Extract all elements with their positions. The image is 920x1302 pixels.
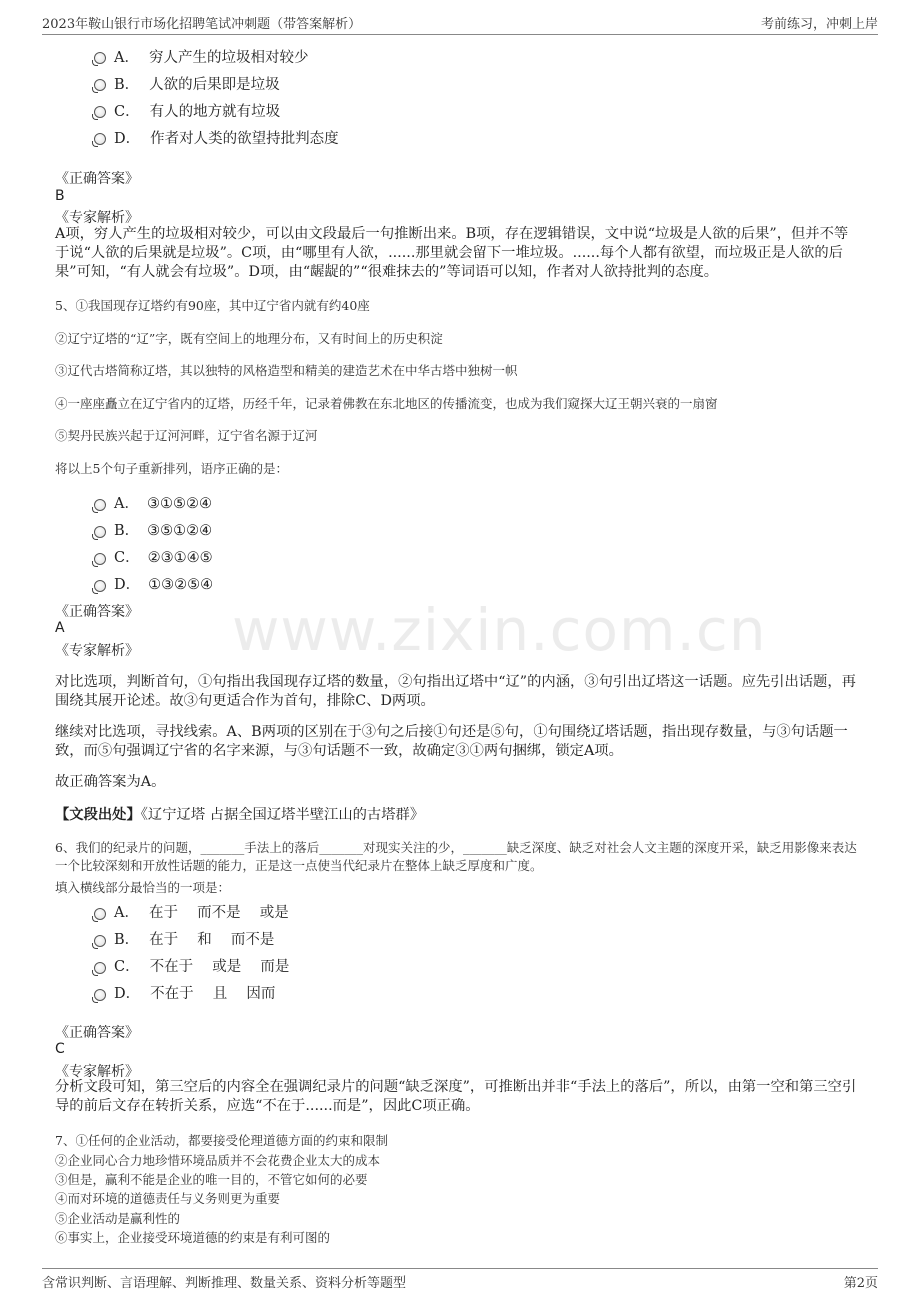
option-q6-d xyxy=(114,982,275,1003)
q5-sentence-5: ⑤契丹民族兴起于辽河河畔，辽宁省名源于辽河 xyxy=(55,428,318,443)
option-q5-d xyxy=(114,573,213,594)
option-text: ③①⑤②④ xyxy=(146,496,212,512)
option-text: ③⑤①②④ xyxy=(147,523,213,539)
option-q5-c xyxy=(114,546,213,567)
radio-q5-d[interactable] xyxy=(94,580,106,592)
q5-sentence-3: ③辽代古塔简称辽塔，其以独特的风格造型和精美的建造艺术在中华古塔中独树一帜 xyxy=(55,363,518,378)
radio-q4-d[interactable] xyxy=(94,133,106,145)
option-text: 人欲的后果即是垃圾 xyxy=(149,77,280,93)
radio-q4-b[interactable] xyxy=(94,79,106,91)
q7-sentence-1: 7、①任何的企业活动，都要接受伦理道德方面的约束和限制 xyxy=(55,1133,388,1148)
option-q4-a xyxy=(114,46,308,67)
radio-q6-d[interactable] xyxy=(94,989,106,1001)
option-letter: D． xyxy=(114,986,141,1002)
option-letter: A． xyxy=(114,50,139,66)
q7-sentence-6: ⑥事实上，企业接受环境道德的约束是有利可图的 xyxy=(55,1230,331,1245)
analysis-q5-p2: 继续对比选项，寻找线索。A、B两项的区别在于③句之后接①句还是⑤句，①句围绕辽塔话题，指出现存数量，与③句话题一致，而⑤句强调辽宁省的名字来源，与③句话题不一致，故确定③①两句捆绑，锁定A项。 xyxy=(55,724,848,759)
option-text: 有人的地方就有垃圾 xyxy=(149,104,281,120)
option-text: 作者对人类的欲望持批判态度 xyxy=(150,131,339,147)
radio-q6-c[interactable] xyxy=(94,962,106,974)
option-q5-a xyxy=(114,492,212,513)
q7-sentence-2: ②企业同心合力地珍惜环境品质并不会花费企业太大的成本 xyxy=(55,1153,381,1168)
option-letter: B． xyxy=(114,77,140,93)
source-bracket: 【文段出处】 xyxy=(55,807,141,823)
q6-prompt: 填入横线部分最恰当的一项是： xyxy=(55,880,231,895)
radio-q6-b[interactable] xyxy=(94,935,106,947)
source-q5 xyxy=(55,806,861,825)
analysis-label-q5: 《专家解析》 xyxy=(55,643,139,659)
analysis-label-q4: 《专家解析》 xyxy=(55,210,139,226)
answer-label-q4: 《正确答案》 xyxy=(55,171,139,187)
option-q4-c xyxy=(114,100,280,121)
option-letter: C． xyxy=(114,959,140,975)
header-divider xyxy=(42,34,878,35)
option-q6-c xyxy=(114,955,289,976)
answer-label-q6: 《正确答案》 xyxy=(55,1025,139,1041)
option-text: 穷人产生的垃圾相对较少 xyxy=(148,50,309,66)
option-q5-b xyxy=(114,519,212,540)
radio-q5-c[interactable] xyxy=(94,553,106,565)
option-q4-b xyxy=(114,73,280,94)
option-letter: D． xyxy=(114,577,141,593)
document-title: 2023年鞍山银行市场化招聘笔试冲刺题（带答案解析） xyxy=(42,17,362,32)
analysis-q5-p1: 对比选项，判断首句，①句指出我国现存辽塔的数量，②句指出辽塔中“辽”的内涵，③句引出辽塔这一话题。应先引出话题，再围绕其展开论述。故③句更适合作为首句，排除C、D两项。 xyxy=(55,674,856,709)
option-text: ②③①④⑤ xyxy=(147,550,213,566)
header-slogan: 考前练习，冲刺上岸 xyxy=(760,17,878,32)
analysis-q4: A项，穷人产生的垃圾相对较少，可以由文段最后一句推断出来。B项，存在逻辑错误，文中说“垃圾是人欲的后果”，但并不等于说“人欲的后果就是垃圾”。C项，由“哪里有人欲，......那里就会留下一堆垃圾。......每个人都有欲望，而垃圾正是人欲的后果”可知，“有人就会有垃圾”。D项，由“龌龊的”“很难抹去的”等词语可以知，作者对人欲持批判的态度。 xyxy=(55,226,849,280)
analysis-label-q6: 《专家解析》 xyxy=(55,1064,139,1080)
page-number: 第2页 xyxy=(843,1276,878,1291)
option-q6-a xyxy=(114,901,289,922)
option-text: 不在于 或是 而是 xyxy=(149,959,290,975)
q5-sentence-1: 5、①我国现存辽塔约有90座，其中辽宁省内就有约40座 xyxy=(55,298,370,313)
radio-q4-a[interactable] xyxy=(94,52,106,64)
option-letter: A． xyxy=(114,905,139,921)
radio-q6-a[interactable] xyxy=(94,908,106,920)
q7-sentence-3: ③但是，赢利不能是企业的唯一目的，不管它如何的必要 xyxy=(55,1172,368,1187)
q7-sentence-4: ④而对环境的道德责任与义务则更为重要 xyxy=(55,1191,281,1206)
analysis-q5-p3: 故正确答案为A。 xyxy=(55,774,166,790)
option-text: 不在于 且 因而 xyxy=(150,986,276,1002)
analysis-q6: 分析文段可知，第三空后的内容全在强调纪录片的问题“缺乏深度”，可推断出并非“手法上的落后”，所以，由第一空和第三空引导的前后文存在转折关系，应选“不在于......而是”，因此C项正确。 xyxy=(55,1079,857,1114)
q5-sentence-2: ②辽宁辽塔的“辽”字，既有空间上的地理分布，又有时间上的历史积淀 xyxy=(55,331,443,346)
radio-q5-a[interactable] xyxy=(94,499,106,511)
q7-sentence-5: ⑤企业活动是赢利性的 xyxy=(55,1211,181,1226)
option-text: ①③②⑤④ xyxy=(148,577,214,593)
option-text: 在于 而不是 或是 xyxy=(148,905,289,921)
radio-q4-c[interactable] xyxy=(94,106,106,118)
answer-label-q5: 《正确答案》 xyxy=(55,604,139,620)
option-q6-b xyxy=(114,928,274,949)
answer-q6: C xyxy=(55,1041,65,1057)
option-letter: B． xyxy=(114,932,140,948)
answer-q5: A xyxy=(55,620,65,636)
q5-prompt: 将以上5个句子重新排列，语序正确的是： xyxy=(55,461,288,476)
watermark: www.zixin.com.cn xyxy=(232,596,767,664)
option-letter: C． xyxy=(114,104,140,120)
option-letter: D． xyxy=(114,131,141,147)
option-text: 在于 和 而不是 xyxy=(149,932,275,948)
option-letter: B． xyxy=(114,523,140,539)
option-q4-d xyxy=(114,127,339,148)
radio-q5-b[interactable] xyxy=(94,526,106,538)
q6-stem: 6、我们的纪录片的问题，_______手法上的落后_______对现实关注的少，_______缺乏深度、缺乏对社会人文主题的深度开采，缺乏用影像来表达一个比较深刻和开放性话题的能力，正是这一点使当代纪录片在整体上缺乏厚度和广度。 xyxy=(55,840,857,873)
answer-q4: B xyxy=(55,188,65,204)
option-letter: C． xyxy=(114,550,140,566)
option-letter: A． xyxy=(114,496,139,512)
q5-sentence-4: ④一座座矗立在辽宁省内的辽塔，历经千年，记录着佛教在东北地区的传播流变，也成为我们窥探大辽王朝兴衰的一扇窗 xyxy=(55,396,718,411)
footer-topics: 含常识判断、言语理解、判断推理、数量关系、资料分析等题型 xyxy=(42,1276,407,1291)
source-text: 《辽宁辽塔 占据全国辽塔半壁江山的古塔群》 xyxy=(140,807,425,823)
footer-divider xyxy=(42,1268,878,1269)
